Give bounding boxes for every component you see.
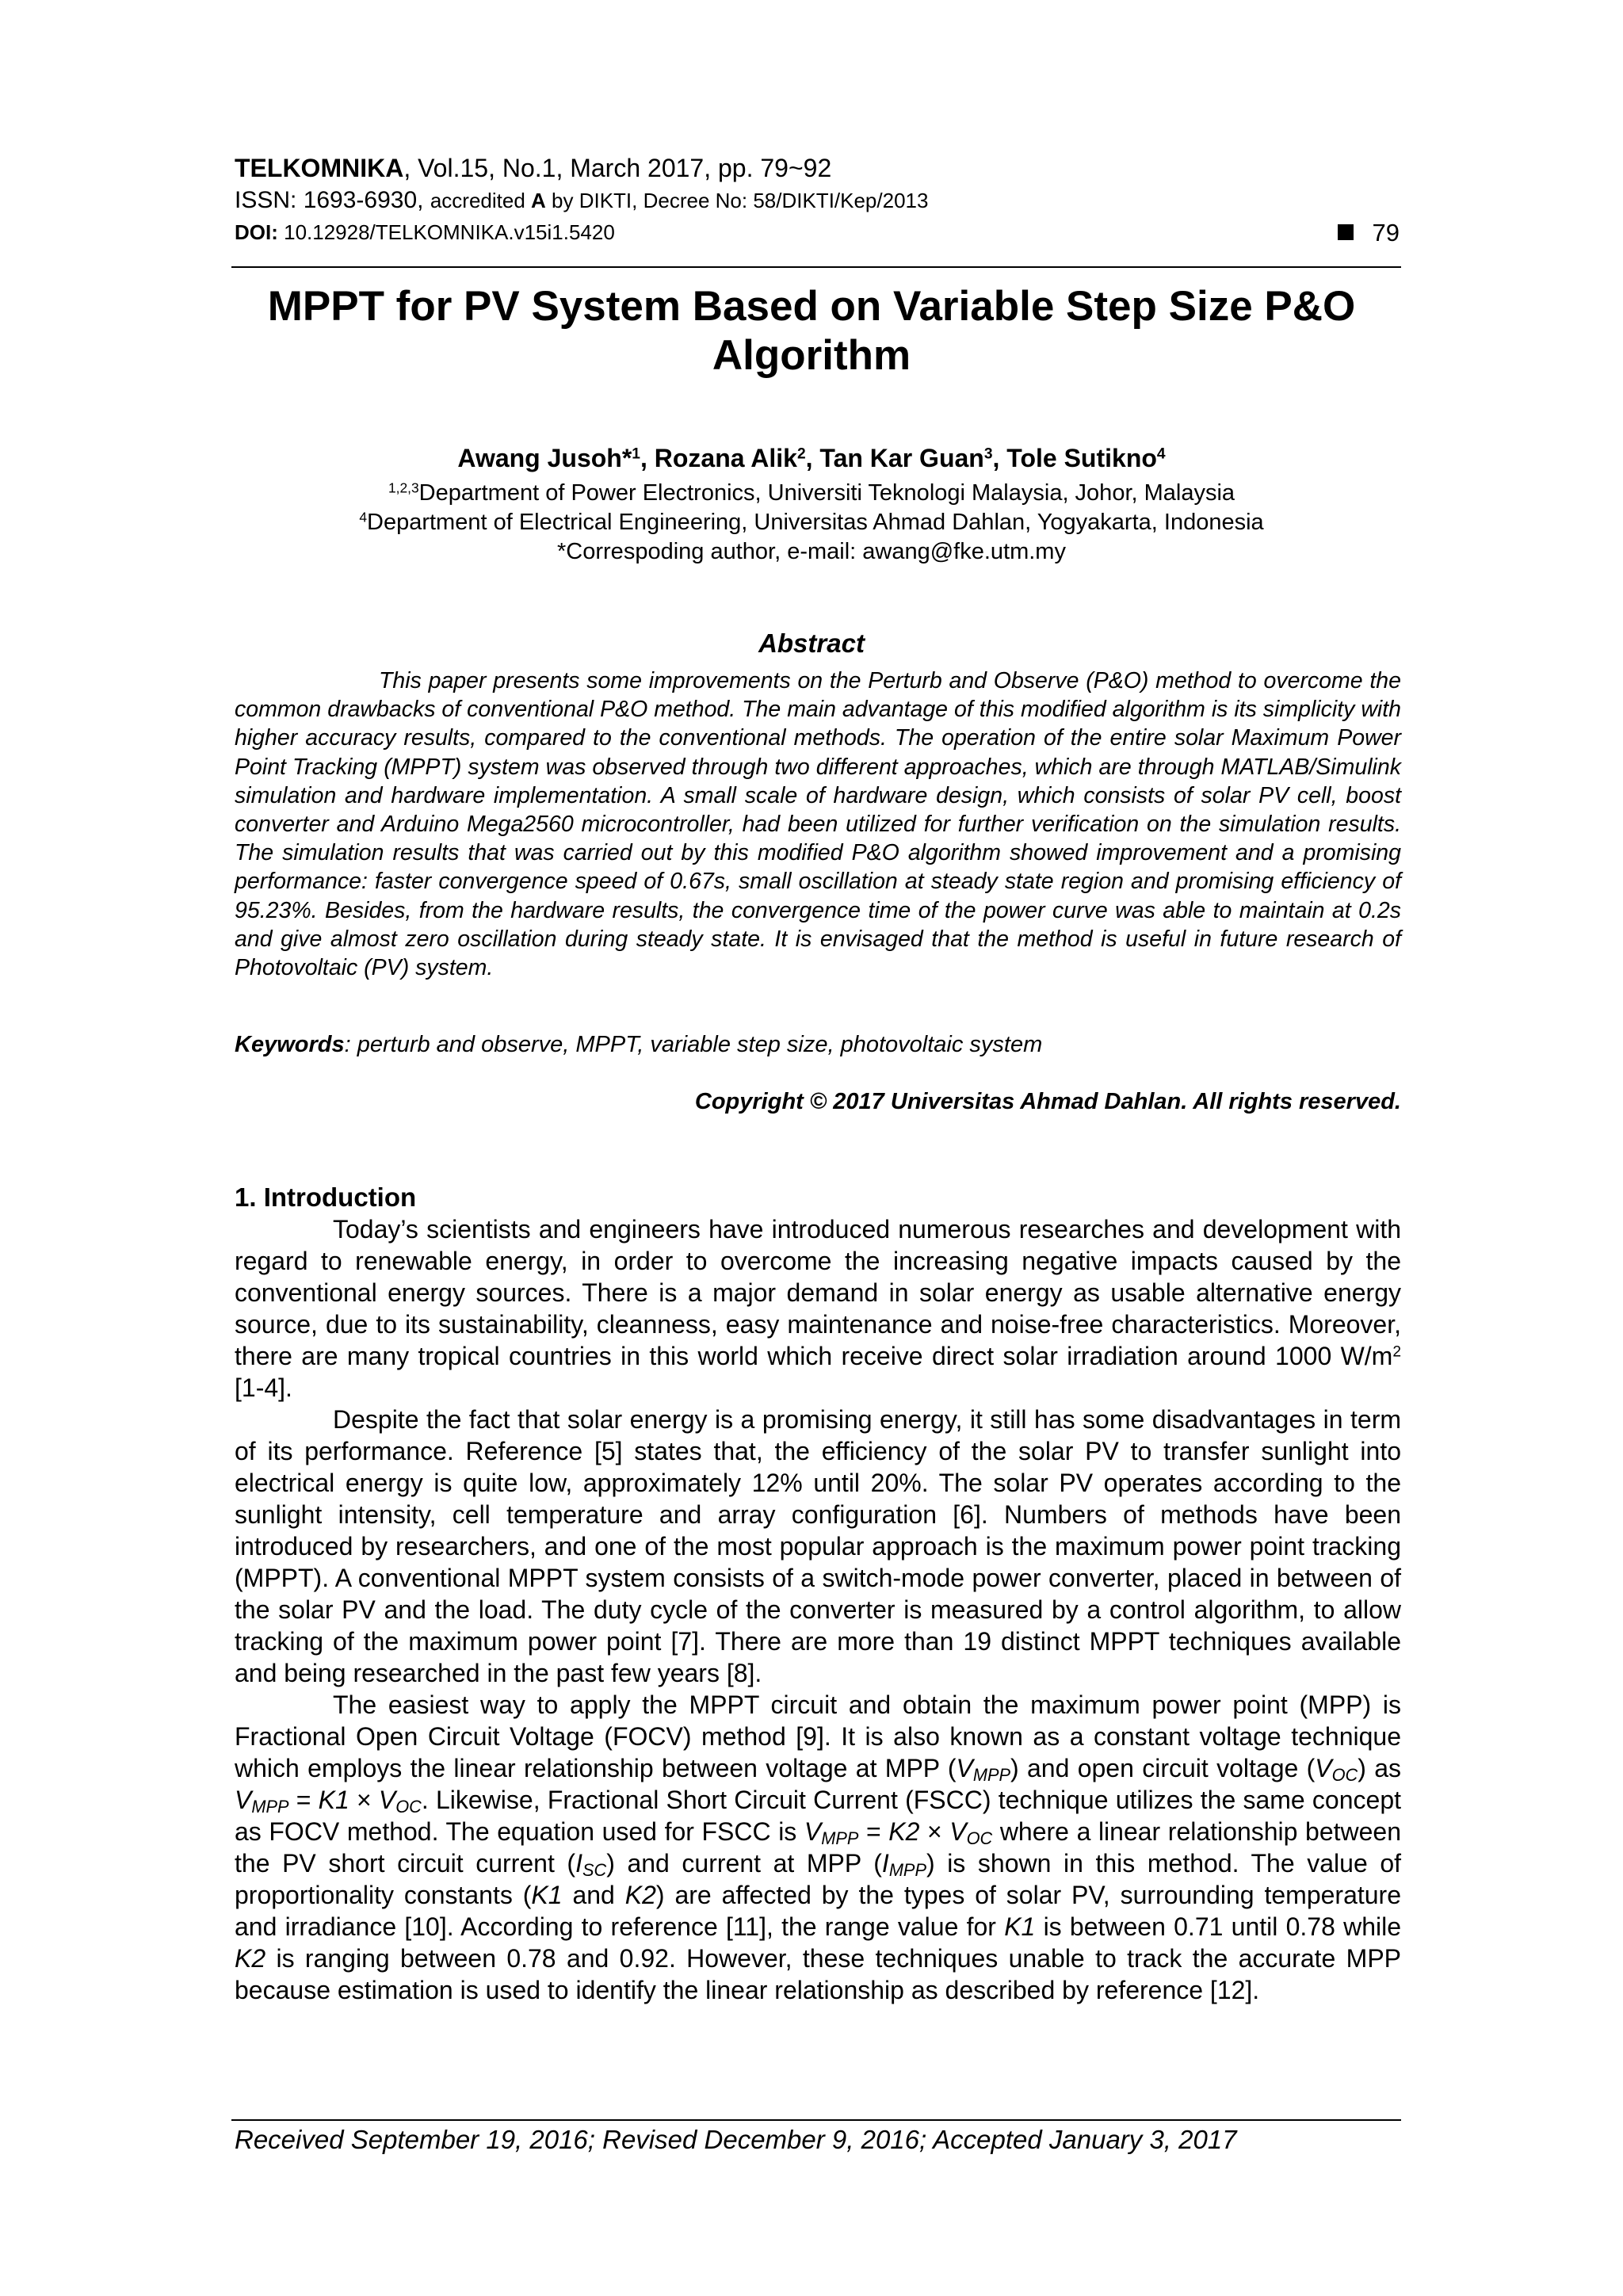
sub-oc: OC: [1331, 1764, 1358, 1785]
p3-text-5: where a linear relationship between the PV short circuit current (: [235, 1817, 1402, 1878]
affiliation-1-sup: 1,2,3: [388, 479, 419, 496]
paragraph-1: [235, 1213, 1401, 1404]
sub-oc: OC: [966, 1828, 993, 1848]
equals: =: [858, 1817, 889, 1846]
corresponding-email: *Correspoding author, e-mail: awang@fke.utm.my: [557, 539, 1066, 564]
var-k1: K1: [531, 1881, 563, 1909]
sub-mpp: MPP: [972, 1764, 1011, 1785]
p3-text-9: is between 0.71 until 0.78 while: [1035, 1912, 1402, 1941]
accredited-decree: by DIKTI, Decree No: 58/DIKTI/Kep/2013: [545, 189, 929, 212]
var-k1: K1: [1004, 1912, 1036, 1941]
p3-text-3: ) as: [1358, 1754, 1402, 1782]
var-v: V: [235, 1786, 252, 1814]
p3-text-1: The easiest way to apply the MPPT circuit and obtain the maximum power point (MPP) is Fractional Open Circuit Voltage (FOCV) method [9]. It is also known as a constant voltage technique which employs the linear relationship between voltage at MPP (: [235, 1690, 1401, 1782]
title-line-1: MPPT for PV System Based on Variable Step Size P&O: [267, 283, 1356, 330]
author-3: , Tan Kar Guan: [805, 444, 984, 472]
var-v: V: [956, 1754, 973, 1782]
sub-mpp: MPP: [251, 1796, 289, 1817]
footer-rule: [231, 2119, 1401, 2121]
var-v: V: [378, 1786, 396, 1814]
page-number-block: [1338, 220, 1400, 245]
section-heading-introduction: 1. Introduction: [235, 1182, 417, 1212]
affiliation-1: [0, 479, 1623, 506]
p3-text-10: is ranging between 0.78 and 0.92. However, these techniques unable to track the accurate MPP because estimation is used to identify the linear relationship as described by reference [12].: [235, 1944, 1401, 2004]
author-4: , Tole Sutikno: [992, 444, 1157, 472]
var-k2: K2: [624, 1881, 656, 1909]
var-k2: K2: [235, 1944, 266, 1973]
journal-line: [235, 155, 1400, 181]
var-k2: K2: [888, 1817, 920, 1846]
doi-label: DOI:: [235, 220, 285, 244]
p3-text-6: ) and current at MPP (: [606, 1849, 882, 1878]
page-number: 79: [1372, 219, 1400, 246]
sub-mpp: MPP: [888, 1859, 926, 1880]
issn: ISSN: 1693-6930,: [235, 187, 430, 213]
received-dates: Received September 19, 2016; Revised December 9, 2016; Accepted January 3, 2017: [235, 2125, 1237, 2154]
paragraph-1-sup: 2: [1392, 1343, 1401, 1361]
accredited-grade: A: [531, 189, 546, 212]
var-v: V: [1315, 1754, 1332, 1782]
paragraph-1-text: Today’s scientists and engineers have introduced numerous researches and development with regard to renewable energy, in order to overcome the increasing negative impacts caused by the conventional energy sources. There is a major demand in solar energy as usable alternative energy source, due to its sustainability, cleanness, easy maintenance and noise-free characteristics. Moreover, there are many tropical countries in this world which receive direct solar irradiation around 1000 W/m: [235, 1215, 1401, 1370]
equals: =: [288, 1786, 319, 1814]
doi-link[interactable]: 10.12928/TELKOMNIKA.v15i1.5420: [284, 220, 615, 244]
square-bullet-icon: [1338, 224, 1354, 240]
author-4-sup: 4: [1156, 445, 1166, 463]
title-line-2: Algorithm: [712, 332, 911, 379]
keywords: [235, 1032, 1042, 1058]
times: ×: [919, 1817, 950, 1846]
paper-title: [0, 282, 1623, 380]
p3-text-2: ) and open circuit voltage (: [1010, 1754, 1316, 1782]
keywords-text: : perturb and observe, MPPT, variable step size, photovoltaic system: [344, 1032, 1043, 1057]
p3-text-4: . Likewise, Fractional Short Circuit Current (FSCC) technique utilizes the same concept as FOCV method. The equation used for FSCC is: [235, 1786, 1402, 1846]
paragraph-1-end: [1-4].: [235, 1373, 292, 1402]
header-rule: [231, 266, 1401, 268]
paragraph-3: [235, 1689, 1401, 2006]
sub-mpp: MPP: [821, 1828, 859, 1848]
introduction-body: [235, 1213, 1401, 2006]
var-k1: K1: [318, 1786, 349, 1814]
abstract-text: This paper presents some improvements on the Perturb and Observe (P&O) method to overcome the common drawbacks of conventional P&O method. The main advantage of this modified algorithm is its simplicity with higher accuracy results, compared to the conventional methods. The operation of the entire solar Maximum Power Point Tracking (MPPT) system was observed through two different approaches, which are through MATLAB/Simulink simulation and hardware implementation. A small scale of hardware design, which consists of solar PV cell, boost converter and Arduino Mega2560 microcontroller, had been utilized for further verification on the simulation results. The simulation results that was carried out by this modified P&O algorithm showed improvement and a promising performance: faster convergence speed of 0.67s, small oscillation at steady state region and promising efficiency of 95.23%. Besides, from the hardware results, the convergence time of the power curve was able to maintain at 0.2s and give almost zero oscillation during steady state. It is envisaged that the method is useful in future research of Photovoltaic (PV) system.: [235, 668, 1401, 981]
keywords-label: Keywords: [235, 1032, 345, 1057]
var-v: V: [804, 1817, 822, 1846]
sub-oc: OC: [395, 1796, 422, 1817]
author-list: [0, 444, 1623, 473]
p3-text-7: ) is shown in this method. The value of proportionality constants (: [235, 1849, 1402, 1909]
author-2-sup: 2: [796, 445, 806, 463]
author-1: Awang Jusoh*: [457, 444, 632, 472]
affiliation-1-text: Department of Power Electronics, Universiti Teknologi Malaysia, Johor, Malaysia: [418, 480, 1235, 506]
issn-line: [235, 189, 1400, 212]
author-2: , Rozana Alik: [640, 444, 797, 472]
affiliation-2: [0, 511, 1623, 534]
p3-text-8: ) are affected by the types of solar PV, surrounding temperature and irradiance [10]. According to reference [11], the range value for: [235, 1881, 1402, 1941]
var-i: I: [575, 1849, 582, 1878]
paragraph-2-text: Despite the fact that solar energy is a promising energy, it still has some disadvantages in term of its performance. Reference [5] states that, the efficiency of the solar PV to transfer sunlight into electrical energy is quite low, approximately 12% until 20%. The solar PV operates according to the sunlight intensity, cell temperature and array configuration [6]. Numbers of methods have been introduced by researchers, and one of the most popular approach is the maximum power point tracking (MPPT). A conventional MPPT system consists of a switch-mode power converter, placed in between of the solar PV and the load. The duty cycle of the converter is measured by a control algorithm, to allow tracking of the maximum power point [7]. There are more than 19 distinct MPPT techniques available and being researched in the past few years [8].: [235, 1405, 1401, 1687]
accredited-text: accredited: [430, 189, 532, 212]
abstract-heading: Abstract: [758, 628, 865, 658]
var-v: V: [949, 1817, 967, 1846]
copyright-notice: Copyright © 2017 Universitas Ahmad Dahlan. All rights reserved.: [694, 1089, 1401, 1114]
paragraph-2: [235, 1404, 1401, 1689]
author-3-sup: 3: [983, 445, 993, 463]
affiliation-2-sup: 4: [359, 509, 367, 525]
journal-name: TELKOMNIKA: [235, 154, 404, 182]
doi-line: [235, 220, 1400, 244]
var-i: I: [881, 1849, 889, 1878]
author-1-sup: 1: [632, 445, 640, 463]
affiliation-2-text: Department of Electrical Engineering, Universitas Ahmad Dahlan, Yogyakarta, Indonesia: [367, 510, 1264, 535]
sub-sc: SC: [582, 1859, 607, 1880]
volume-info: , Vol.15, No.1, March 2017, pp. 79~92: [403, 154, 832, 182]
times: ×: [349, 1786, 379, 1814]
abstract-body: [235, 667, 1401, 982]
and: and: [562, 1881, 625, 1909]
